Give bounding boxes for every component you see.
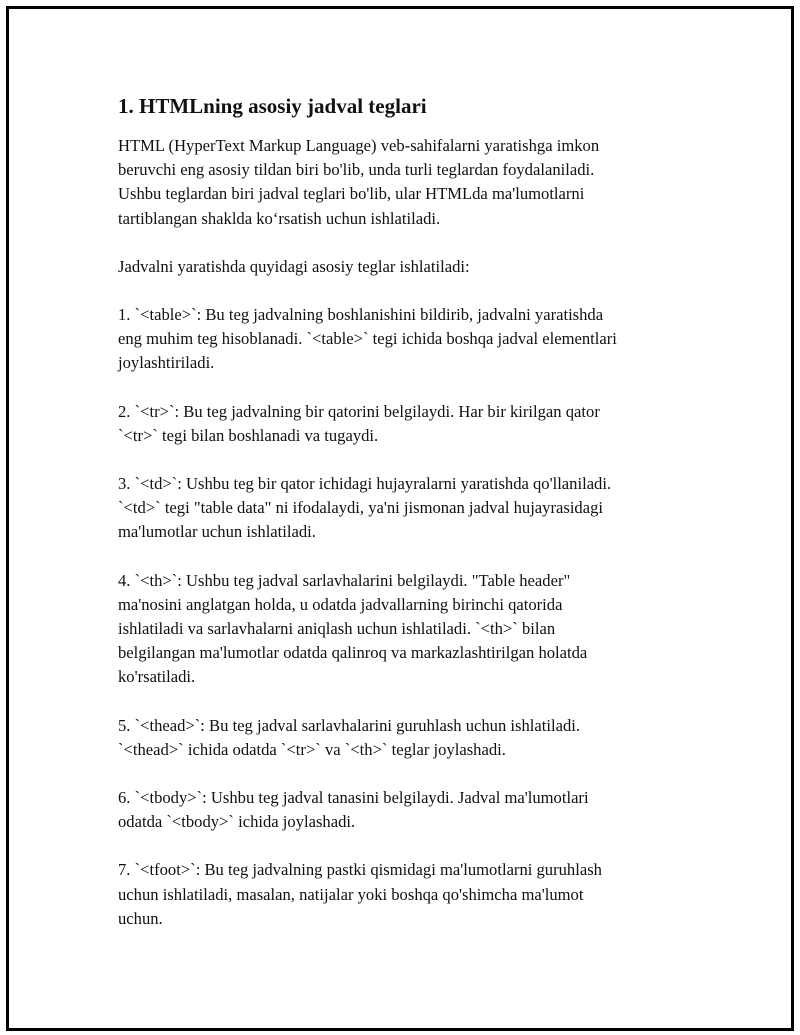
document-title: 1. HTMLning asosiy jadval teglari [118,94,427,118]
paragraph-item-tbody [118,786,678,834]
text-line: tartiblangan shaklda koʻrsatish uchun ishlatiladi. [118,208,441,228]
text-line: 1. `<table>`: Bu teg jadvalning boshlanishini bildirib, jadvalni yaratishda [118,305,604,325]
text-line: 3. `<td>`: Ushbu teg bir qator ichidagi hujayralarni yaratishda qo'llaniladi. [118,474,612,494]
text-line: odatda `<tbody>` ichida joylashadi. [118,812,356,832]
text-line: `<tr>` tegi bilan boshlanadi va tugaydi. [118,425,379,445]
text-line: Jadvalni yaratishda quyidagi asosiy teglar ishlatiladi: [118,256,470,276]
text-line: beruvchi eng asosiy tildan biri bo'lib, unda turli teglardan foydalaniladi. [118,160,595,180]
text-line: eng muhim teg hisoblanadi. `<table>` tegi ichida boshqa jadval elementlari [118,329,617,349]
text-line: `<td>` tegi "table data" ni ifodalaydi, ya'ni jismonan jadval hujayrasidagi [118,498,603,518]
text-line: belgilangan ma'lumotlar odatda qalinroq va markazlashtirilgan holatda [118,643,588,663]
document-body [118,92,678,955]
paragraph-list-intro [118,255,678,279]
paragraph-item-table [118,303,678,376]
paragraph-item-thead [118,714,678,762]
text-line: ma'nosini anglatgan holda, u odatda jadvallarning birinchi qatorida [118,594,563,614]
text-line: Ushbu teglardan biri jadval teglari bo'lib, ular HTMLda ma'lumotlarni [118,184,585,204]
text-line: ishlatiladi va sarlavhalarni aniqlash uchun ishlatiladi. `<th>` bilan [118,619,556,639]
paragraph-item-th [118,569,678,690]
text-line: 6. `<tbody>`: Ushbu teg jadval tanasini belgilaydi. Jadval ma'lumotlari [118,788,589,808]
paragraph-item-td [118,472,678,545]
text-line: `<thead>` ichida odatda `<tr>` va `<th>` teglar joylashadi. [118,739,506,759]
paragraph-item-tr [118,400,678,448]
text-line: joylashtiriladi. [118,353,215,373]
text-line: 5. `<thead>`: Bu teg jadval sarlavhalarini guruhlash uchun ishlatiladi. [118,715,581,735]
text-line: ma'lumotlar uchun ishlatiladi. [118,522,316,542]
text-line: 4. `<th>`: Ushbu teg jadval sarlavhalarini belgilaydi. "Table header" [118,570,571,590]
text-line: uchun ishlatiladi, masalan, natijalar yoki boshqa qo'shimcha ma'lumot [118,884,584,904]
text-line: ko'rsatiladi. [118,667,196,687]
text-line: 7. `<tfoot>`: Bu teg jadvalning pastki qismidagi ma'lumotlarni guruhlash [118,860,602,880]
text-line: HTML (HyperText Markup Language) veb-sahifalarni yaratishga imkon [118,136,600,155]
text-line: uchun. [118,908,163,928]
paragraph-intro [118,134,678,231]
text-line: 2. `<tr>`: Bu teg jadvalning bir qatorini belgilaydi. Har bir kirilgan qator [118,401,600,421]
paragraph-item-tfoot [118,858,678,931]
